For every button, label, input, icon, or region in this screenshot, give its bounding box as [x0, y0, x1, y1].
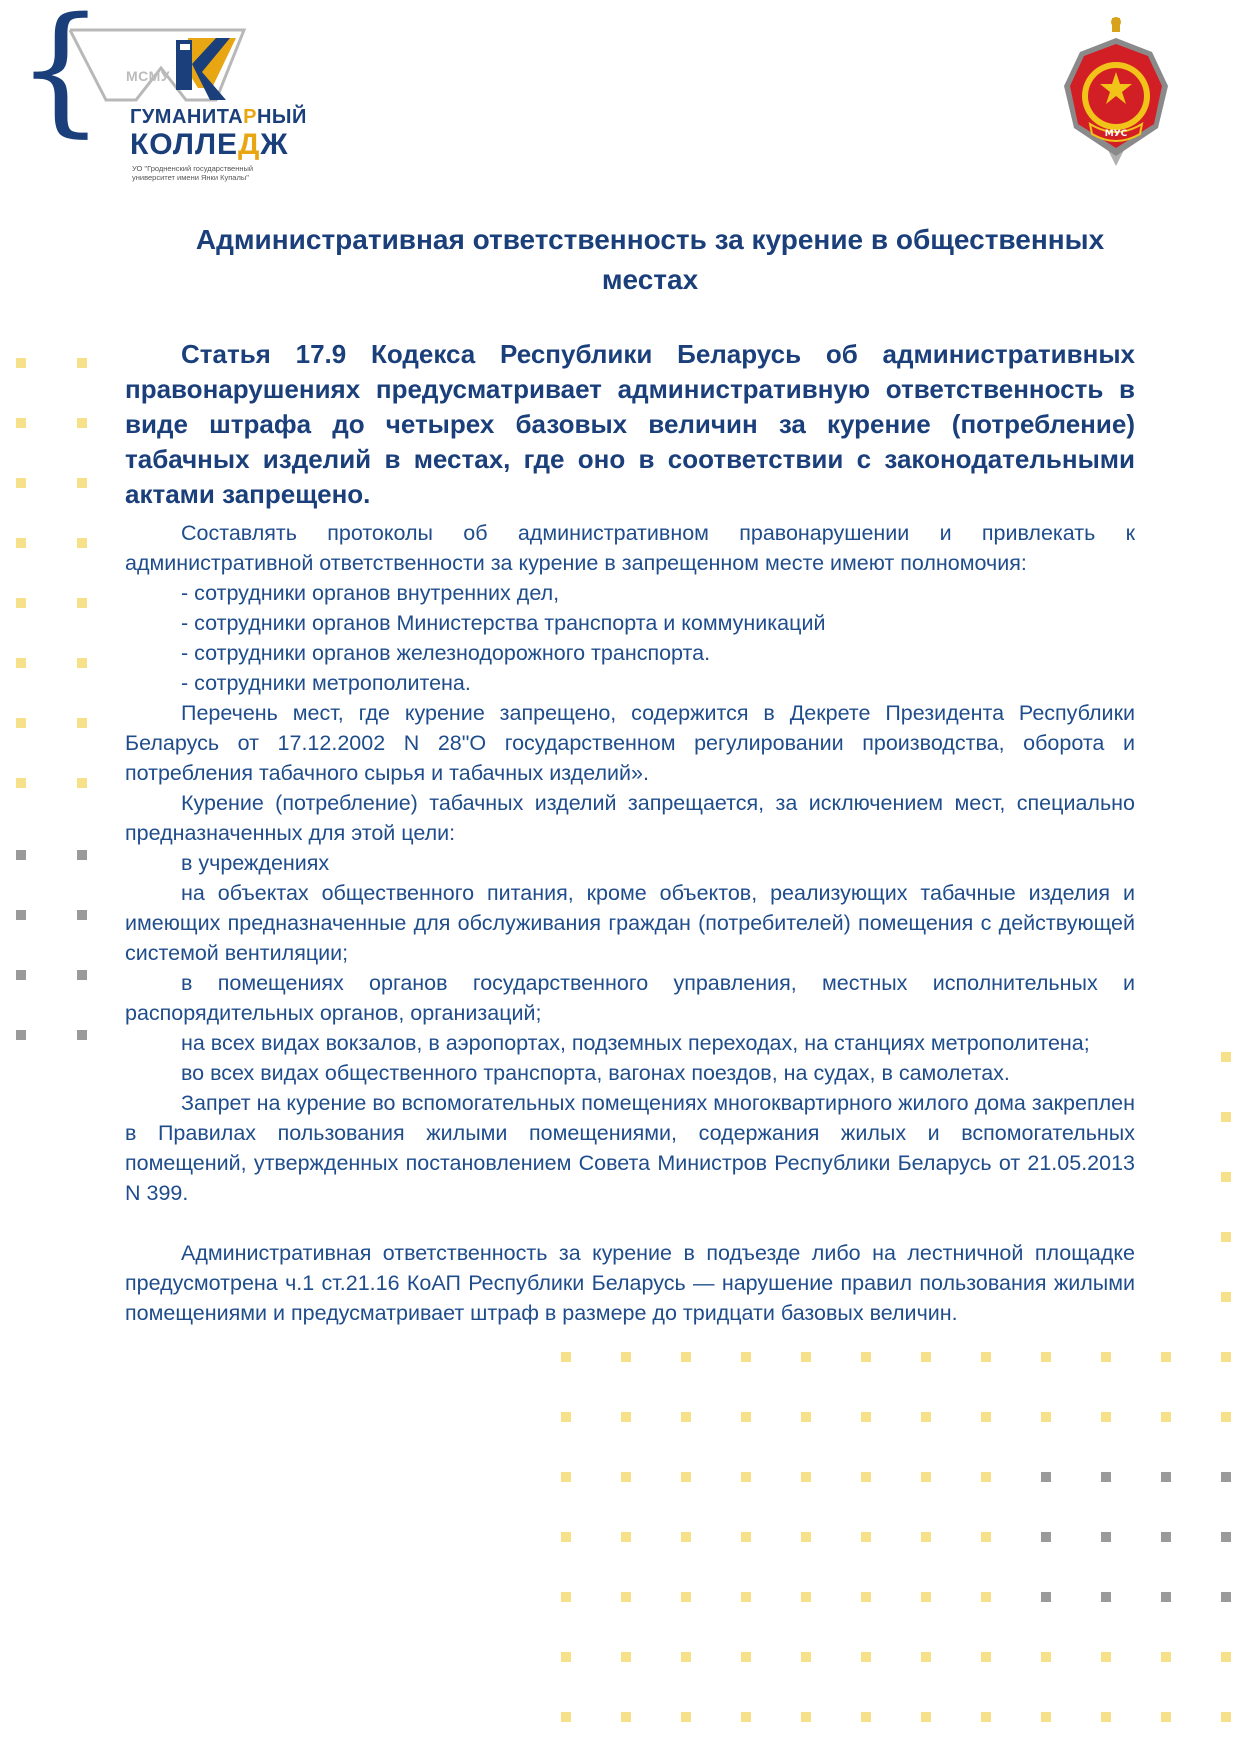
decorative-dot: [921, 1412, 931, 1422]
decorative-dot: [981, 1712, 991, 1722]
decorative-dot: [861, 1352, 871, 1362]
decorative-dot: [1041, 1712, 1051, 1722]
decorative-dot: [1221, 1712, 1231, 1722]
decorative-dot: [1161, 1592, 1171, 1602]
decorative-dot: [1101, 1472, 1111, 1482]
decorative-dot: [1041, 1652, 1051, 1662]
decorative-dot: [921, 1592, 931, 1602]
college-name-line1: ГУМАНИТАРНЫЙ: [130, 106, 307, 128]
decorative-dot: [921, 1712, 931, 1722]
decorative-dot: [681, 1352, 691, 1362]
lead-paragraph: Статья 17.9 Кодекса Республики Беларусь об административных правонарушениях предусматривает административную ответственность в виде штрафа до четырех базовых величин за курение (потребление) табачных изделий в местах, где оно в соответствии с законодательными актами запрещено.: [125, 339, 1135, 509]
decorative-dot: [561, 1592, 571, 1602]
stairwell-rule-paragraph: Административная ответственность за курение в подъезде либо на лестничной площадке предусмотрена ч.1 ст.21.16 КоАП Республики Беларусь — нарушение правил пользования жилыми помещениями и предусматривает штраф в размере до тридцати базовых величин.: [125, 1241, 1135, 1325]
decorative-dot: [1161, 1712, 1171, 1722]
decorative-dot: [801, 1472, 811, 1482]
decorative-dot: [861, 1652, 871, 1662]
decorative-dot: [1221, 1352, 1231, 1362]
decorative-dot: [621, 1592, 631, 1602]
decorative-dot: [741, 1712, 751, 1722]
decorative-dot: [861, 1592, 871, 1602]
decorative-dot: [741, 1532, 751, 1542]
decorative-dot: [921, 1652, 931, 1662]
decorative-dot: [1161, 1472, 1171, 1482]
decorative-dot: [1041, 1412, 1051, 1422]
decorative-dot: [621, 1472, 631, 1482]
page-title: Административная ответственность за курение в общественных местах: [195, 224, 1105, 295]
place-item: на всех видах вокзалов, в аэропортах, подземных переходах, на станциях метрополитена;: [181, 1031, 1090, 1055]
decorative-dot: [981, 1352, 991, 1362]
college-name-line2: КОЛЛЕДЖ: [130, 128, 289, 161]
decorative-dot: [741, 1472, 751, 1482]
decorative-dot: [1101, 1652, 1111, 1662]
decorative-dot: [1101, 1592, 1111, 1602]
decorative-dot: [561, 1352, 571, 1362]
decorative-dot: [1041, 1532, 1051, 1542]
prohibition-intro: Курение (потребление) табачных изделий запрещается, за исключением мест, специально предназначенных для этой цели:: [125, 791, 1135, 845]
decorative-dot: [621, 1352, 631, 1362]
decorative-dot: [801, 1412, 811, 1422]
decorative-dot: [801, 1352, 811, 1362]
decorative-dot: [1221, 1292, 1231, 1302]
decorative-dot: [801, 1592, 811, 1602]
decorative-dot: [621, 1412, 631, 1422]
decorative-dot: [801, 1532, 811, 1542]
decorative-dot: [861, 1472, 871, 1482]
housing-rule-paragraph: Запрет на курение во вспомогательных помещениях многоквартирного жилого дома закреплен в Правилах пользования жилыми помещениями, содержания жилых и вспомогательных помещений, утвержденных постановлением Совета Министров Республики Беларусь от 21.05.2013 N 399.: [125, 1091, 1135, 1205]
police-shield-icon: [1060, 16, 1172, 184]
decorative-dot: [1221, 1592, 1231, 1602]
decorative-dot: [981, 1652, 991, 1662]
place-item: во всех видах общественного транспорта, вагонах поездов, на судах, в самолетах.: [181, 1061, 1010, 1085]
decorative-dot: [561, 1652, 571, 1662]
authority-intro: Составлять протоколы об административном правонарушении и привлекать к административной ответственности за курение в запрещенном месте имеют полномочия:: [125, 521, 1135, 575]
decorative-dot: [621, 1652, 631, 1662]
place-item: в помещениях органов государственного управления, местных исполнительных и распорядительных органов, организаций;: [125, 971, 1135, 1025]
police-emblem: [1060, 16, 1172, 184]
decorative-dot: [681, 1412, 691, 1422]
decorative-dot: [1221, 1232, 1231, 1242]
decorative-dot: [621, 1532, 631, 1542]
document-body: [125, 337, 1135, 1328]
authority-item: - сотрудники метрополитена.: [181, 671, 471, 695]
brand-mark-text: МСМУ: [126, 68, 170, 84]
authority-item: - сотрудники органов Министерства транспорта и коммуникаций: [181, 611, 826, 635]
decorative-dot: [1221, 1052, 1231, 1062]
decorative-dot: [1101, 1532, 1111, 1542]
decorative-dot: [1221, 1472, 1231, 1482]
decorative-dot: [1221, 1652, 1231, 1662]
brace-mark-icon: {: [16, 0, 106, 151]
decorative-dot: [1041, 1472, 1051, 1482]
decorative-dot: [741, 1652, 751, 1662]
decorative-dot: [981, 1532, 991, 1542]
decorative-dot: [681, 1532, 691, 1542]
decorative-dot: [741, 1412, 751, 1422]
decorative-dot: [921, 1472, 931, 1482]
decorative-dot: [681, 1652, 691, 1662]
decorative-dot: [1161, 1532, 1171, 1542]
decorative-dot: [921, 1532, 931, 1542]
decorative-dot: [981, 1472, 991, 1482]
decorative-dot: [1161, 1352, 1171, 1362]
decorative-dot: [741, 1592, 751, 1602]
decorative-dot: [1101, 1352, 1111, 1362]
decorative-dot: [1101, 1412, 1111, 1422]
decorative-dot: [1041, 1592, 1051, 1602]
decorative-dot: [921, 1352, 931, 1362]
decorative-dot: [681, 1712, 691, 1722]
decree-paragraph: Перечень мест, где курение запрещено, содержится в Декрете Президента Республики Беларусь от 17.12.2002 N 28"О государственном регулировании производства, оборота и потребления табачного сырья и табачных изделий».: [125, 701, 1135, 785]
decorative-dot: [561, 1532, 571, 1542]
decorative-dot: [561, 1412, 571, 1422]
decorative-dot: [1221, 1532, 1231, 1542]
college-subtitle: УО "Гродненский государственный университет имени Янки Купалы": [132, 164, 254, 182]
decorative-dot: [1221, 1112, 1231, 1122]
decorative-dot: [681, 1472, 691, 1482]
emblem-label: МУС: [1104, 129, 1128, 139]
decorative-dot: [861, 1712, 871, 1722]
decorative-dot: [1161, 1412, 1171, 1422]
decorative-dot: [1161, 1652, 1171, 1662]
decorative-dot: [801, 1712, 811, 1722]
decorative-dot: [981, 1412, 991, 1422]
decorative-dot: [981, 1592, 991, 1602]
place-item: в учреждениях: [181, 851, 330, 875]
decorative-dot: [561, 1712, 571, 1722]
decorative-dot: [681, 1592, 691, 1602]
decorative-dot: [741, 1352, 751, 1362]
decorative-dot: [561, 1472, 571, 1482]
decorative-dot: [801, 1652, 811, 1662]
decorative-dot: [1221, 1412, 1231, 1422]
decorative-dot: [861, 1532, 871, 1542]
decorative-dot: [1101, 1712, 1111, 1722]
place-item: на объектах общественного питания, кроме объектов, реализующих табачные изделия и имеющих предназначенные для обслуживания граждан (потребителей) помещения с действующей системой вентиляции;: [125, 881, 1135, 965]
decorative-dot: [1221, 1172, 1231, 1182]
decorative-dot: [1041, 1352, 1051, 1362]
decorative-dot: [621, 1712, 631, 1722]
college-logo: [8, 0, 307, 190]
decorative-dot: [861, 1412, 871, 1422]
authority-item: - сотрудники органов внутренних дел,: [181, 581, 560, 605]
authority-item: - сотрудники органов железнодорожного транспорта.: [181, 641, 711, 665]
